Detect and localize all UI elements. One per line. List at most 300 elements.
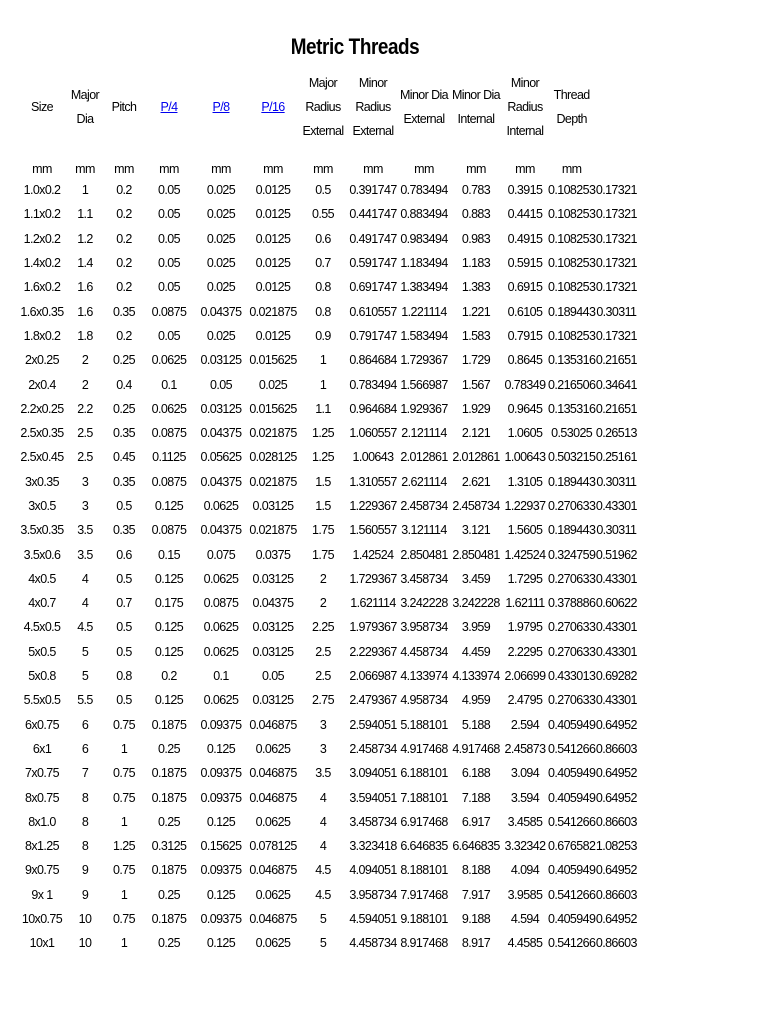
cell-major-radius-external: 4.5 bbox=[315, 887, 331, 902]
cell-p8: 0.0875 bbox=[203, 596, 239, 611]
cell-size: 4x0.5 bbox=[28, 571, 56, 586]
cell-thread-depth: 0.108253 bbox=[548, 256, 596, 271]
cell-major-radius-external: 0.8 bbox=[315, 280, 331, 295]
cell-minor-radius-internal: 1.9795 bbox=[507, 620, 543, 635]
table-row bbox=[18, 883, 637, 907]
cell-minor-dia-internal: 3.121 bbox=[461, 523, 491, 538]
cell-major-radius-external: 0.8 bbox=[315, 304, 331, 319]
cell-extra: 0.86603 bbox=[595, 741, 637, 756]
cell-pitch: 1 bbox=[120, 741, 128, 756]
header-label: Minor Dia Internal bbox=[451, 88, 501, 126]
metric-threads-table bbox=[18, 70, 637, 956]
cell-major-dia: 4.5 bbox=[77, 620, 93, 635]
cell-thread-depth: 0.135316 bbox=[548, 353, 596, 368]
cell-p16: 0.046875 bbox=[249, 863, 297, 878]
cell-minor-radius-external: 3.094051 bbox=[349, 766, 397, 781]
cell-size: 8x1.0 bbox=[28, 814, 56, 829]
cell-major-radius-external: 1 bbox=[319, 377, 327, 392]
cell-major-dia: 10 bbox=[78, 936, 92, 951]
cell-minor-radius-internal: 3.32342 bbox=[504, 839, 546, 854]
cell-minor-radius-internal: 1.22937 bbox=[504, 499, 546, 513]
cell-minor-radius-internal: 1.42524 bbox=[504, 547, 546, 562]
cell-minor-radius-external: 1.621114 bbox=[350, 596, 396, 611]
column-header-pitch bbox=[104, 70, 144, 144]
cell-major-radius-external: 1.5 bbox=[315, 474, 331, 489]
cell-pitch: 1 bbox=[120, 936, 128, 951]
cell-major-radius-external: 0.6 bbox=[315, 231, 331, 246]
cell-minor-radius-external: 0.491747 bbox=[349, 231, 397, 246]
cell-p8: 0.0625 bbox=[203, 499, 239, 513]
unit-cell bbox=[595, 144, 637, 178]
cell-p4: 0.1 bbox=[161, 377, 177, 392]
cell-size: 10x1 bbox=[29, 936, 55, 951]
cell-p8: 0.0625 bbox=[203, 644, 239, 659]
cell-extra: 0.17321 bbox=[595, 207, 637, 222]
header-label: Major Radius External bbox=[302, 76, 344, 138]
column-header-minor-dia-external bbox=[398, 70, 450, 144]
cell-thread-depth: 0.108253 bbox=[548, 328, 596, 343]
cell-p8: 0.05625 bbox=[200, 450, 242, 465]
table-row bbox=[18, 178, 637, 202]
cell-major-dia: 1.1 bbox=[77, 207, 93, 222]
cell-minor-dia-external: 6.188101 bbox=[400, 766, 448, 781]
table-row bbox=[18, 299, 637, 323]
cell-pitch: 0.25 bbox=[113, 401, 135, 416]
cell-major-dia: 3 bbox=[81, 499, 89, 513]
cell-minor-dia-internal: 6.917 bbox=[461, 814, 491, 829]
cell-minor-radius-internal: 0.5915 bbox=[507, 256, 543, 271]
cell-minor-radius-external: 0.864684 bbox=[349, 353, 397, 368]
cell-major-dia: 10 bbox=[78, 912, 92, 927]
cell-thread-depth: 0.541266 bbox=[548, 741, 596, 756]
cell-major-dia: 4 bbox=[81, 596, 89, 611]
cell-minor-dia-internal: 1.383 bbox=[461, 280, 491, 295]
column-header-minor-radius-internal bbox=[502, 70, 548, 144]
cell-major-radius-external: 2 bbox=[319, 571, 327, 586]
cell-major-radius-external: 0.55 bbox=[312, 207, 334, 222]
cell-pitch: 0.75 bbox=[113, 717, 135, 732]
cell-minor-radius-external: 1.729367 bbox=[349, 571, 397, 586]
cell-pitch: 0.35 bbox=[113, 304, 135, 319]
cell-minor-dia-internal: 4.959 bbox=[461, 693, 491, 708]
cell-minor-radius-internal: 1.0605 bbox=[507, 426, 543, 441]
cell-minor-radius-internal: 2.45873 bbox=[504, 741, 546, 756]
header-link-p4[interactable]: P/4 bbox=[160, 100, 178, 114]
cell-extra: 0.17321 bbox=[595, 183, 637, 198]
cell-extra: 0.34641 bbox=[595, 377, 637, 392]
header-label: Pitch bbox=[111, 100, 137, 114]
cell-minor-dia-internal: 3.959 bbox=[461, 620, 491, 635]
cell-extra: 0.43301 bbox=[595, 693, 637, 708]
cell-p16: 0.021875 bbox=[249, 474, 297, 489]
cell-minor-dia-external: 3.458734 bbox=[400, 571, 448, 586]
cell-minor-dia-external: 0.783494 bbox=[400, 183, 448, 198]
cell-minor-dia-internal: 2.850481 bbox=[452, 547, 500, 562]
cell-major-radius-external: 5 bbox=[319, 936, 327, 951]
cell-p8: 0.09375 bbox=[200, 790, 242, 805]
cell-p8: 0.0625 bbox=[203, 571, 239, 586]
cell-minor-dia-external: 0.983494 bbox=[400, 231, 448, 246]
cell-major-dia: 6 bbox=[81, 717, 89, 732]
cell-size: 5x0.5 bbox=[28, 644, 56, 659]
cell-p16: 0.015625 bbox=[249, 353, 297, 368]
cell-thread-depth: 0.108253 bbox=[548, 207, 596, 222]
cell-minor-dia-external: 1.583494 bbox=[400, 328, 448, 343]
cell-extra: 0.60622 bbox=[595, 596, 637, 611]
cell-p8: 0.05 bbox=[210, 377, 232, 392]
cell-major-dia: 2.5 bbox=[77, 426, 93, 441]
cell-extra: 0.86603 bbox=[595, 887, 637, 902]
cell-p8: 0.09375 bbox=[200, 912, 242, 927]
cell-p16: 0.028125 bbox=[249, 450, 297, 465]
unit-cell: mm bbox=[414, 162, 434, 176]
header-link-p8[interactable]: P/8 bbox=[212, 100, 230, 114]
cell-pitch: 0.4 bbox=[116, 377, 132, 392]
cell-p16: 0.046875 bbox=[249, 717, 297, 732]
cell-minor-dia-external: 2.621114 bbox=[401, 474, 447, 489]
cell-p4: 0.05 bbox=[158, 328, 180, 343]
cell-extra: 0.51962 bbox=[595, 547, 637, 562]
cell-minor-dia-external: 2.121114 bbox=[401, 426, 447, 441]
cell-pitch: 0.2 bbox=[116, 207, 132, 222]
cell-minor-radius-external: 2.479367 bbox=[349, 693, 397, 708]
cell-thread-depth: 0.405949 bbox=[548, 766, 596, 781]
cell-minor-radius-external: 0.964684 bbox=[349, 401, 397, 416]
table-row bbox=[18, 567, 637, 591]
cell-minor-dia-internal: 1.583 bbox=[461, 328, 491, 343]
cell-major-radius-external: 4 bbox=[319, 839, 327, 854]
cell-thread-depth: 0.378886 bbox=[548, 596, 596, 611]
cell-p4: 0.0875 bbox=[151, 523, 187, 538]
cell-thread-depth: 0.189443 bbox=[548, 523, 596, 538]
cell-minor-dia-external: 1.221114 bbox=[401, 304, 447, 319]
cell-size: 3x0.5 bbox=[28, 499, 56, 513]
cell-size: 2.5x0.45 bbox=[20, 450, 64, 465]
cell-minor-dia-external: 7.917468 bbox=[400, 887, 448, 902]
unit-cell: mm bbox=[515, 162, 535, 176]
cell-p4: 0.125 bbox=[154, 620, 184, 635]
table-row bbox=[18, 713, 637, 737]
header-label: Thread Depth bbox=[553, 88, 590, 126]
cell-extra: 0.64952 bbox=[595, 863, 637, 878]
cell-size: 4x0.7 bbox=[28, 596, 56, 611]
cell-thread-depth: 0.676582 bbox=[548, 839, 596, 854]
cell-pitch: 0.25 bbox=[113, 353, 135, 368]
cell-minor-dia-external: 6.646835 bbox=[400, 839, 448, 854]
cell-minor-radius-external: 1.060557 bbox=[349, 426, 397, 441]
cell-minor-dia-internal: 2.458734 bbox=[452, 499, 500, 513]
cell-p8: 0.025 bbox=[206, 328, 236, 343]
cell-pitch: 0.2 bbox=[116, 183, 132, 198]
unit-cell: mm bbox=[211, 162, 231, 176]
units-row bbox=[18, 144, 637, 178]
cell-major-dia: 5 bbox=[81, 644, 89, 659]
cell-pitch: 0.2 bbox=[116, 328, 132, 343]
cell-minor-radius-internal: 2.2295 bbox=[507, 644, 543, 659]
cell-minor-radius-internal: 0.4415 bbox=[507, 207, 543, 222]
cell-p16: 0.03125 bbox=[252, 620, 294, 635]
cell-size: 1.0x0.2 bbox=[23, 183, 61, 198]
cell-minor-dia-internal: 6.646835 bbox=[452, 839, 500, 854]
cell-minor-radius-external: 2.458734 bbox=[349, 741, 397, 756]
cell-minor-radius-internal: 0.9645 bbox=[507, 401, 543, 416]
cell-extra: 0.43301 bbox=[595, 644, 637, 659]
column-header-major-radius-external bbox=[298, 70, 348, 144]
cell-p16: 0.025 bbox=[258, 377, 288, 392]
cell-major-radius-external: 4 bbox=[319, 814, 327, 829]
header-link-p16[interactable]: P/16 bbox=[261, 100, 285, 114]
cell-p4: 0.05 bbox=[158, 280, 180, 295]
cell-size: 4.5x0.5 bbox=[23, 620, 61, 635]
cell-minor-dia-internal: 8.188 bbox=[461, 863, 491, 878]
table-row bbox=[18, 810, 637, 834]
cell-major-dia: 1 bbox=[81, 183, 89, 198]
cell-thread-depth: 0.405949 bbox=[548, 863, 596, 878]
cell-thread-depth: 0.108253 bbox=[548, 280, 596, 295]
table-row bbox=[18, 931, 637, 955]
cell-minor-dia-external: 1.729367 bbox=[400, 353, 448, 368]
cell-pitch: 0.35 bbox=[113, 474, 135, 489]
cell-extra: 0.30311 bbox=[596, 523, 637, 538]
cell-extra: 0.21651 bbox=[595, 353, 637, 368]
cell-p16: 0.03125 bbox=[252, 644, 294, 659]
cell-minor-radius-external: 0.691747 bbox=[349, 280, 397, 295]
cell-minor-radius-internal: 3.4585 bbox=[507, 814, 543, 829]
header-label: Major Dia bbox=[70, 88, 100, 126]
cell-p4: 0.3125 bbox=[151, 839, 187, 854]
cell-pitch: 0.5 bbox=[116, 693, 132, 708]
unit-cell: mm bbox=[466, 162, 486, 176]
cell-minor-radius-external: 0.783494 bbox=[349, 377, 397, 392]
table-row bbox=[18, 324, 637, 348]
cell-major-dia: 9 bbox=[81, 863, 89, 878]
cell-minor-radius-external: 1.979367 bbox=[349, 620, 397, 635]
cell-minor-dia-external: 2.850481 bbox=[400, 547, 448, 562]
cell-thread-depth: 0.216506 bbox=[548, 377, 596, 392]
cell-major-radius-external: 1.75 bbox=[312, 547, 334, 562]
cell-thread-depth: 0.135316 bbox=[548, 401, 596, 416]
cell-extra: 0.30311 bbox=[596, 304, 637, 319]
cell-minor-dia-internal: 4.917468 bbox=[452, 741, 500, 756]
cell-p16: 0.0125 bbox=[255, 280, 291, 295]
cell-minor-dia-external: 2.458734 bbox=[400, 499, 448, 513]
cell-p4: 0.1875 bbox=[151, 790, 187, 805]
cell-size: 3x0.35 bbox=[25, 474, 59, 489]
cell-minor-radius-internal: 0.7915 bbox=[507, 328, 543, 343]
table-row bbox=[18, 615, 637, 639]
cell-minor-radius-external: 3.458734 bbox=[349, 814, 397, 829]
cell-minor-dia-internal: 7.917 bbox=[461, 887, 491, 902]
cell-p4: 0.2 bbox=[161, 669, 177, 684]
cell-p16: 0.03125 bbox=[252, 499, 294, 513]
unit-cell: mm bbox=[75, 162, 95, 176]
table-row bbox=[18, 907, 637, 931]
table-row bbox=[18, 275, 637, 299]
cell-p8: 0.025 bbox=[206, 256, 236, 271]
cell-p16: 0.015625 bbox=[249, 401, 297, 416]
header-label: Minor Dia External bbox=[399, 88, 449, 126]
cell-p8: 0.03125 bbox=[200, 401, 242, 416]
cell-p16: 0.0625 bbox=[255, 741, 291, 756]
table-body bbox=[18, 144, 637, 956]
cell-thread-depth: 0.270633 bbox=[548, 620, 596, 635]
cell-pitch: 0.75 bbox=[113, 912, 135, 927]
cell-p16: 0.0125 bbox=[255, 207, 291, 222]
cell-major-radius-external: 1 bbox=[319, 353, 327, 368]
cell-minor-radius-internal: 3.094 bbox=[510, 766, 540, 781]
cell-major-radius-external: 0.7 bbox=[315, 256, 331, 271]
cell-major-dia: 1.4 bbox=[77, 256, 93, 271]
column-header-p4 bbox=[144, 70, 194, 144]
cell-p8: 0.025 bbox=[206, 280, 236, 295]
cell-p4: 0.1875 bbox=[151, 717, 187, 732]
cell-p16: 0.03125 bbox=[252, 571, 294, 586]
cell-size: 2.5x0.35 bbox=[20, 426, 64, 441]
cell-p16: 0.046875 bbox=[249, 912, 297, 927]
cell-p8: 0.04375 bbox=[200, 304, 242, 319]
page-title: Metric Threads bbox=[290, 34, 420, 59]
cell-extra: 0.64952 bbox=[595, 790, 637, 805]
cell-minor-radius-internal: 3.594 bbox=[510, 790, 540, 805]
cell-thread-depth: 0.270633 bbox=[548, 693, 596, 708]
cell-minor-radius-internal: 4.4585 bbox=[507, 936, 543, 951]
cell-size: 8x0.75 bbox=[25, 790, 59, 805]
cell-extra: 0.43301 bbox=[595, 571, 637, 586]
cell-minor-dia-internal: 4.133974 bbox=[452, 669, 500, 684]
cell-pitch: 0.6 bbox=[116, 547, 132, 562]
cell-size: 1.4x0.2 bbox=[23, 256, 61, 271]
cell-size: 9x0.75 bbox=[25, 863, 59, 878]
cell-minor-dia-internal: 0.883 bbox=[461, 207, 491, 222]
cell-p4: 0.125 bbox=[154, 693, 184, 708]
cell-major-dia: 5.5 bbox=[77, 693, 93, 708]
cell-major-radius-external: 1.5 bbox=[315, 499, 331, 513]
cell-minor-radius-internal: 2.4795 bbox=[507, 693, 543, 708]
cell-extra: 0.30311 bbox=[596, 474, 637, 489]
cell-major-radius-external: 4 bbox=[319, 790, 327, 805]
cell-major-radius-external: 2.5 bbox=[315, 644, 331, 659]
cell-minor-radius-internal: 0.8645 bbox=[507, 353, 543, 368]
cell-p8: 0.09375 bbox=[200, 863, 242, 878]
cell-minor-radius-external: 0.391747 bbox=[349, 183, 397, 198]
cell-minor-dia-internal: 2.121 bbox=[461, 426, 491, 441]
cell-major-dia: 9 bbox=[81, 887, 89, 902]
cell-major-radius-external: 4.5 bbox=[315, 863, 331, 878]
cell-p4: 0.25 bbox=[158, 814, 180, 829]
cell-major-radius-external: 0.5 bbox=[315, 183, 331, 198]
cell-pitch: 1 bbox=[120, 814, 128, 829]
cell-p4: 0.125 bbox=[154, 499, 184, 513]
table-row bbox=[18, 591, 637, 615]
cell-minor-radius-internal: 0.78349 bbox=[504, 377, 546, 392]
unit-cell: mm bbox=[114, 162, 134, 176]
cell-p8: 0.04375 bbox=[200, 426, 242, 441]
cell-p8: 0.04375 bbox=[200, 523, 242, 538]
table-row bbox=[18, 542, 637, 566]
cell-minor-radius-internal: 1.7295 bbox=[507, 571, 543, 586]
cell-p16: 0.03125 bbox=[252, 693, 294, 708]
cell-minor-radius-external: 0.610557 bbox=[349, 304, 397, 319]
cell-p4: 0.05 bbox=[158, 231, 180, 246]
cell-minor-radius-external: 0.441747 bbox=[349, 207, 397, 222]
table-row bbox=[18, 834, 637, 858]
cell-size: 1.1x0.2 bbox=[23, 207, 61, 222]
header-label: Size bbox=[31, 100, 53, 114]
cell-p4: 0.1875 bbox=[151, 766, 187, 781]
table-row bbox=[18, 640, 637, 664]
cell-minor-dia-internal: 8.917 bbox=[461, 936, 491, 951]
cell-p4: 0.0875 bbox=[151, 426, 187, 441]
cell-thread-depth: 0.270633 bbox=[548, 644, 596, 659]
cell-minor-dia-external: 3.958734 bbox=[400, 620, 448, 635]
cell-p16: 0.0125 bbox=[255, 328, 291, 343]
cell-major-radius-external: 3 bbox=[319, 717, 327, 732]
cell-major-dia: 2.2 bbox=[77, 401, 93, 416]
cell-pitch: 0.5 bbox=[116, 571, 132, 586]
cell-size: 2x0.25 bbox=[25, 353, 59, 368]
cell-minor-dia-internal: 1.567 bbox=[461, 377, 491, 392]
cell-pitch: 0.8 bbox=[116, 669, 132, 684]
cell-pitch: 1 bbox=[120, 887, 128, 902]
cell-minor-radius-internal: 1.5605 bbox=[507, 523, 543, 538]
cell-minor-dia-internal: 0.783 bbox=[461, 183, 491, 198]
cell-minor-dia-external: 5.188101 bbox=[400, 717, 448, 732]
cell-minor-dia-external: 8.917468 bbox=[400, 936, 448, 951]
cell-thread-depth: 0.503215 bbox=[548, 450, 596, 465]
cell-p8: 0.025 bbox=[206, 183, 236, 198]
table-row bbox=[18, 251, 637, 275]
cell-major-dia: 8 bbox=[81, 839, 89, 854]
cell-p4: 0.1125 bbox=[152, 450, 186, 465]
cell-p4: 0.0625 bbox=[151, 401, 187, 416]
cell-minor-dia-internal: 0.983 bbox=[461, 231, 491, 246]
unit-cell: mm bbox=[561, 162, 582, 176]
cell-size: 8x1.25 bbox=[25, 839, 59, 854]
cell-size: 3.5x0.35 bbox=[20, 523, 64, 538]
cell-major-dia: 8 bbox=[81, 790, 89, 805]
cell-p16: 0.0625 bbox=[255, 887, 291, 902]
cell-major-dia: 1.2 bbox=[77, 231, 93, 246]
table-row bbox=[18, 348, 637, 372]
cell-p8: 0.09375 bbox=[200, 766, 242, 781]
cell-p8: 0.04375 bbox=[200, 474, 242, 489]
cell-minor-dia-internal: 4.459 bbox=[461, 644, 491, 659]
cell-major-dia: 2 bbox=[81, 377, 89, 392]
unit-cell: mm bbox=[263, 162, 283, 176]
cell-minor-dia-internal: 1.729 bbox=[461, 353, 491, 368]
cell-minor-dia-external: 1.566987 bbox=[400, 377, 448, 392]
table-row bbox=[18, 470, 637, 494]
cell-extra: 0.64952 bbox=[595, 912, 637, 927]
cell-major-dia: 3.5 bbox=[77, 547, 93, 562]
cell-minor-radius-external: 1.00643 bbox=[352, 450, 394, 465]
cell-p4: 0.05 bbox=[158, 256, 180, 271]
cell-extra: 0.43301 bbox=[595, 499, 637, 513]
cell-p4: 0.25 bbox=[158, 741, 180, 756]
cell-thread-depth: 0.405949 bbox=[548, 790, 596, 805]
cell-major-radius-external: 3.5 bbox=[315, 766, 331, 781]
cell-extra: 0.64952 bbox=[595, 717, 637, 732]
cell-p8: 0.125 bbox=[206, 887, 236, 902]
cell-minor-dia-external: 1.929367 bbox=[400, 401, 448, 416]
cell-minor-radius-internal: 0.6105 bbox=[507, 304, 543, 319]
cell-p8: 0.03125 bbox=[200, 353, 242, 368]
table-row bbox=[18, 664, 637, 688]
cell-major-radius-external: 2.5 bbox=[315, 669, 331, 684]
cell-pitch: 0.5 bbox=[116, 499, 132, 513]
cell-pitch: 0.35 bbox=[113, 426, 135, 441]
column-header-minor-dia-internal bbox=[450, 70, 502, 144]
